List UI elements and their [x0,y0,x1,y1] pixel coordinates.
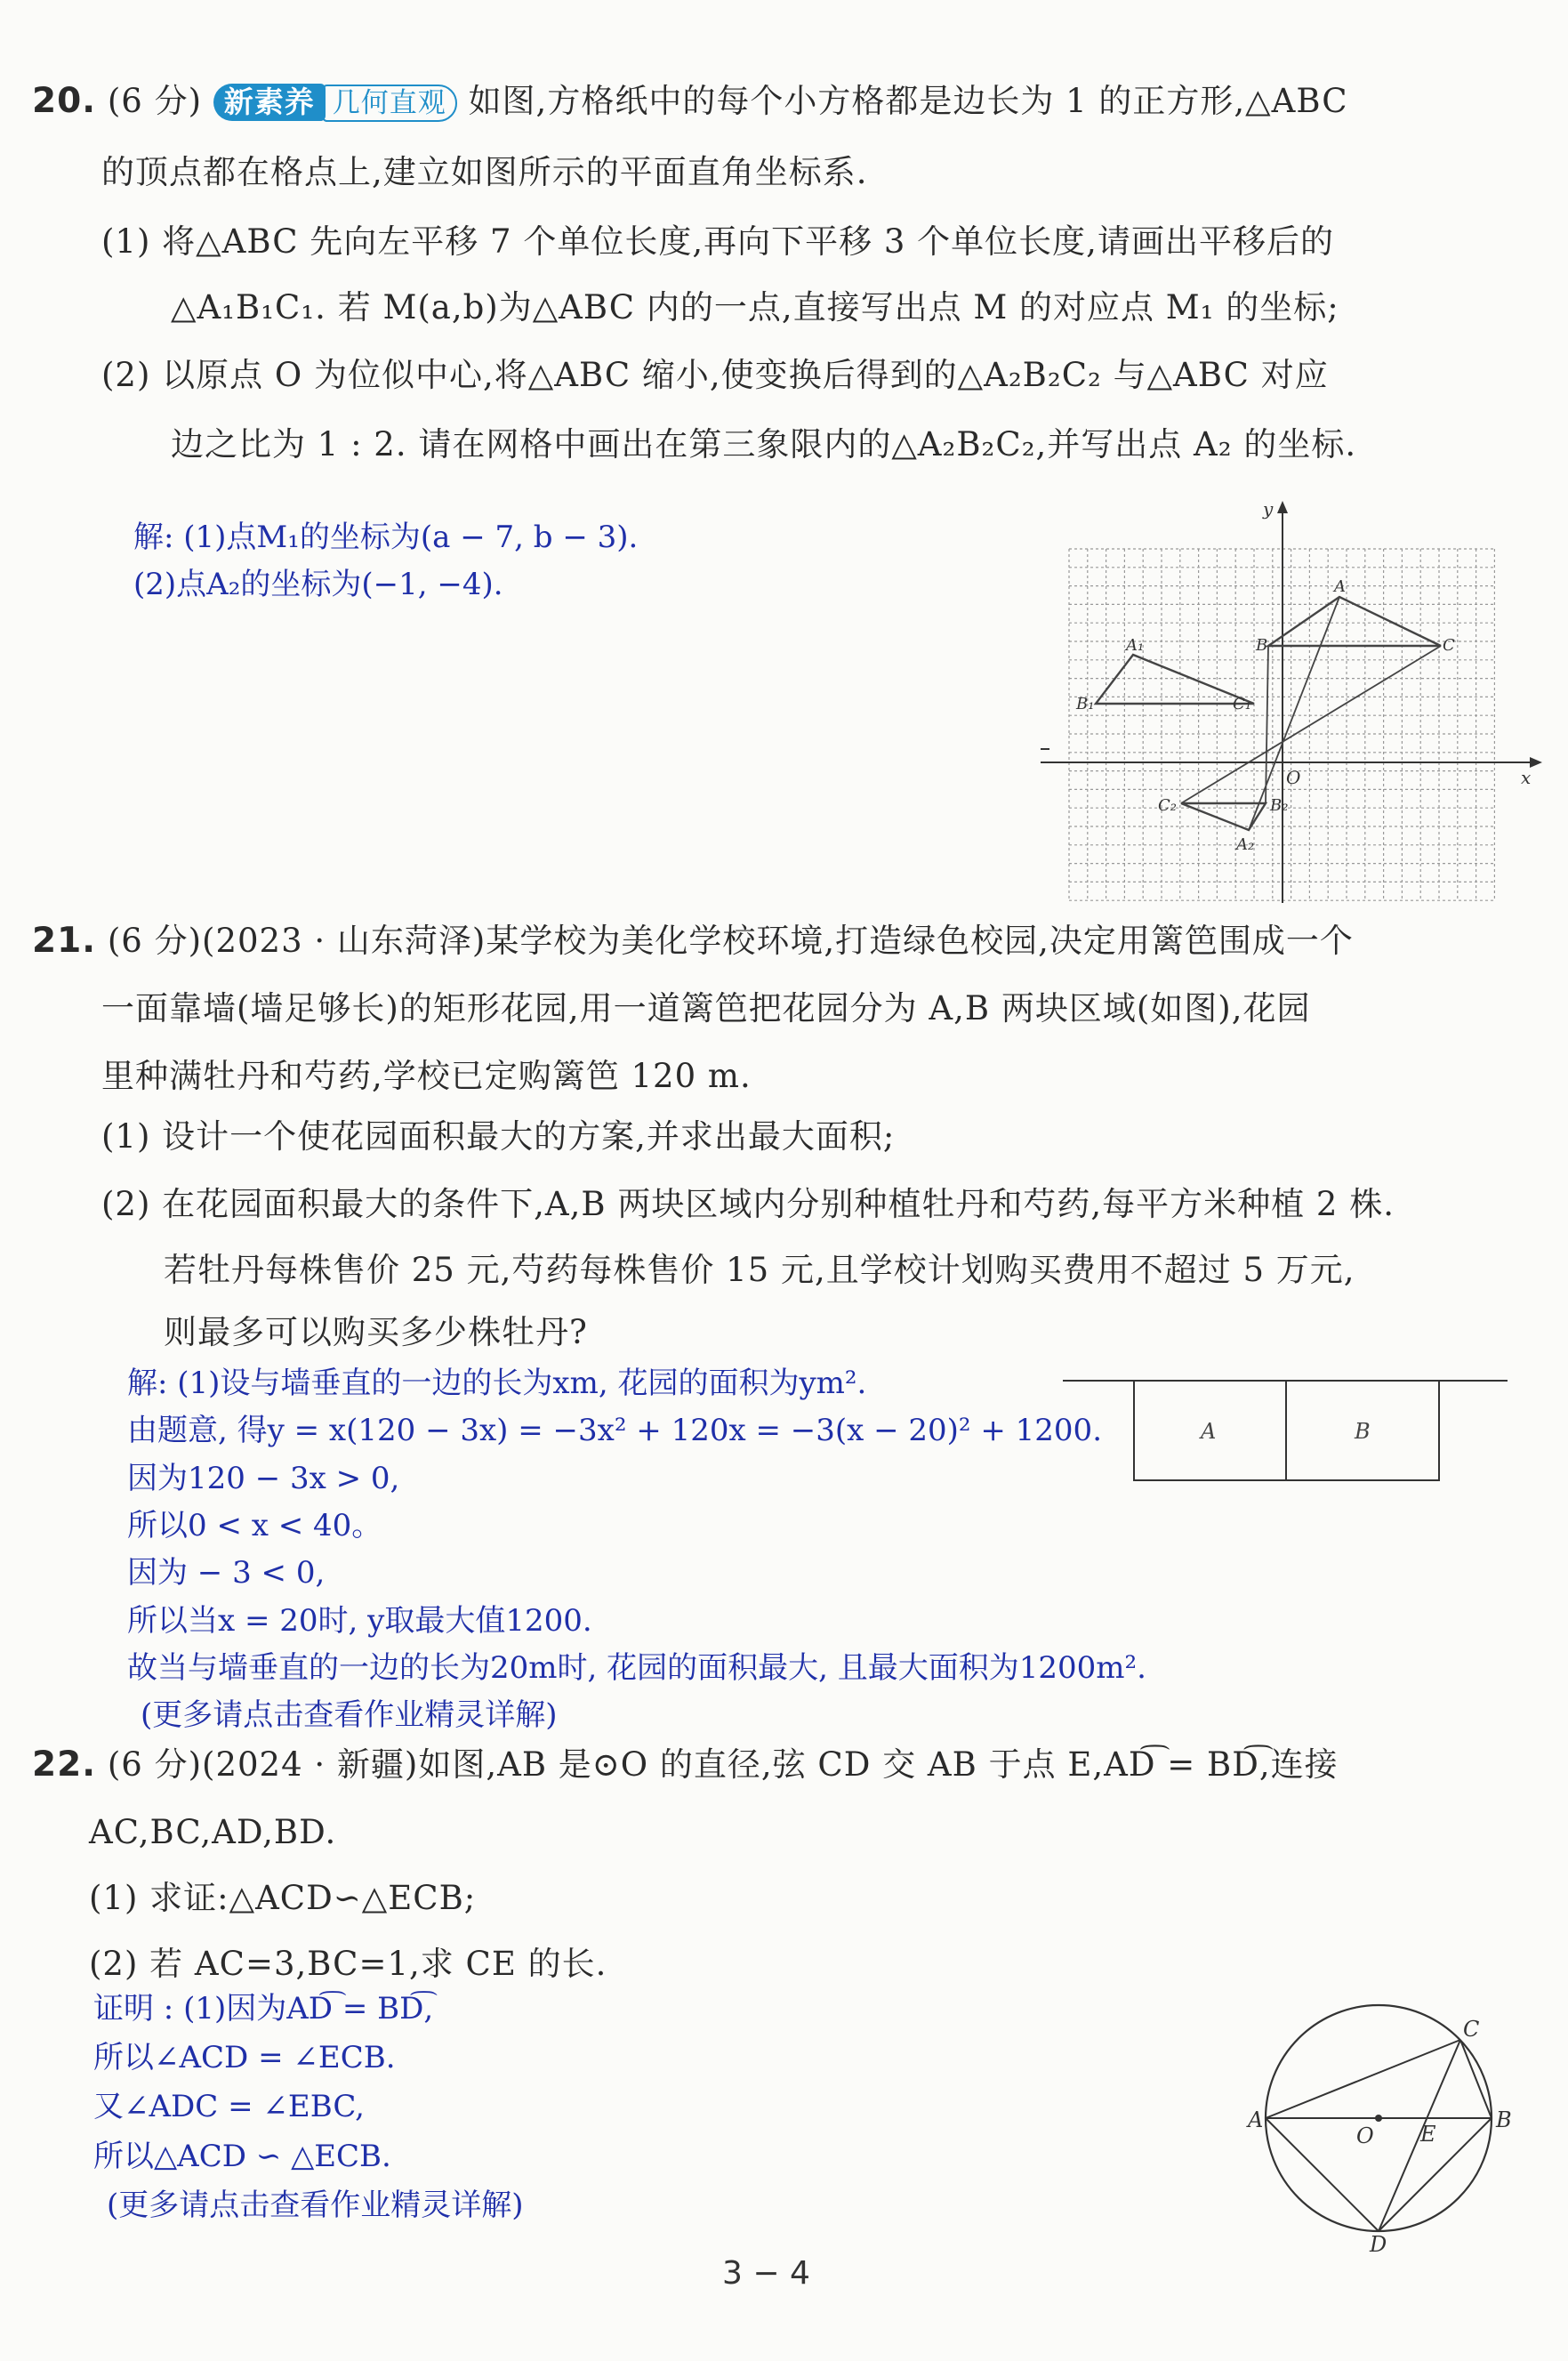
q20-label-b: B [1256,636,1268,655]
q22-label-b: B [1496,2107,1512,2132]
q21-answer-5: 所以当x = 20时, y取最大值1200. [127,1603,592,1639]
q21-region-a: A [1201,1419,1217,1444]
q20-badge-sub: 几何直观 [322,85,457,122]
q22-line2: AC,BC,AD,BD. [89,1813,337,1851]
q22-answer-1: 所以∠ACD = ∠ECB. [93,2040,396,2075]
q21-part2-line3: 则最多可以购买多少株牡丹? [164,1313,588,1351]
q21-answer-6: 故当与墙垂直的一边的长为20m时, 花园的面积最大, 且最大面积为1200m². [127,1650,1146,1686]
q22-line1: (6 分)(2024 · 新疆)如图,AB 是⊙O 的直径,弦 CD 交 AB 于点 E,AD͡ = BD͡,连接 [107,1745,1339,1784]
q20-part1-line2: △A₁B₁C₁. 若 M(a,b)为△ABC 内的一点,直接写出点 M 的对应点 M₁ 的坐标; [171,288,1339,326]
q22-answer-4: (更多请点击查看作业精灵详解) [107,2188,524,2223]
q21-answer-2: 因为120 − 3x > 0, [127,1461,400,1496]
q20-x-label: x [1521,767,1532,788]
q22-part2: (2) 若 AC=3,BC=1,求 CE 的长. [89,1945,607,1983]
q20-line2: 的顶点都在格点上,建立如图所示的平面直角坐标系. [101,153,868,191]
q21-part2-line1: (2) 在花园面积最大的条件下,A,B 两块区域内分别种植牡丹和芍药,每平方米种植 2 株. [101,1185,1395,1223]
q22-answer-0: 证明 : (1)因为AD͡ = BD͡, [93,1991,434,2027]
q20-label-c2: C₂ [1158,796,1177,815]
q22-number: 22. [32,1745,97,1785]
q22-label-a: A [1248,2107,1264,2132]
q20-label-a1: A₁ [1126,636,1145,655]
q22-chord-bc [1460,2040,1492,2118]
q20-badge-main: 新素养 [213,84,326,121]
q21-answer-4: 因为 − 3 < 0, [127,1555,326,1591]
q20-y-label: y [1263,498,1274,520]
q22-answer-2: 又∠ADC = ∠EBC, [93,2089,365,2124]
q20-answer-2: (2)点A₂的坐标为(−1, −4). [133,567,503,602]
q20-number: 20. [32,81,97,121]
q21-line2: 一面靠墙(墙足够长)的矩形花园,用一道篱笆把花园分为 A,B 两块区域(如图),花园 [101,989,1311,1027]
q21-answer-3: 所以0 < x < 40。 [127,1508,382,1543]
q20-label-b2: B₂ [1270,796,1289,815]
q20-label-c: C [1443,636,1455,655]
q20-part2-line1: (2) 以原点 O 为位似中心,将△ABC 缩小,使变换后得到的△A₂B₂C₂ 与△ABC 对应 [101,356,1329,394]
q20-label-b1: B₁ [1076,695,1095,713]
q22-center-dot [1375,2115,1382,2122]
q20-coordinate-figure [1023,494,1548,907]
q21-region-b: B [1355,1419,1371,1444]
q20-label-c1: C₁ [1233,695,1251,713]
q20-answer-1: 解: (1)点M₁的坐标为(a − 7, b − 3). [133,520,639,555]
q20-part1-line1: (1) 将△ABC 先向左平移 7 个单位长度,再向下平移 3 个单位长度,请画出平移后的 [101,222,1334,261]
q22-label-d: D [1370,2232,1387,2255]
q22-answer-3: 所以△ACD ∽ △ECB. [93,2139,391,2174]
q20-part2-line2: 边之比为 1 : 2. 请在网格中画出在第三象限内的△A₂B₂C₂,并写出点 A₂ 的坐标. [171,425,1357,463]
q22-circle-figure [1241,1997,1525,2255]
q21-header [32,920,1354,963]
page-number: 3 − 4 [722,2255,810,2292]
q22-header [32,1744,1339,1786]
q20-label-a2: A₂ [1236,835,1255,854]
q20-x-arrow [1530,757,1542,768]
q21-answer-7: (更多请点击查看作业精灵详解) [141,1697,558,1733]
q22-part1: (1) 求证:△ACD∽△ECB; [89,1879,477,1917]
q21-part1: (1) 设计一个使花园面积最大的方案,并求出最大面积; [101,1117,896,1156]
q21-line1: (6 分)(2023 · 山东菏泽)某学校为美化学校环境,打造绿色校园,决定用篱笆围成一个 [107,922,1354,960]
q21-answer-0: 解: (1)设与墙垂直的一边的长为xm, 花园的面积为ym². [127,1366,867,1401]
q20-triangle-a1b1c1 [1096,655,1254,704]
q20-score: (6 分) [107,82,203,120]
q20-label-a: A [1334,577,1346,596]
q20-origin-label: O [1286,767,1301,788]
q22-label-o: O [1356,2123,1374,2148]
q22-label-e: E [1420,2122,1436,2147]
q20-line1: 如图,方格纸中的每个小方格都是边长为 1 的正方形,△ABC [468,82,1348,120]
q20-header [32,80,1348,123]
q21-answer-1: 由题意, 得y = x(120 − 3x) = −3x² + 120x = −3(x − 20)² + 1200. [127,1413,1103,1448]
q21-number: 21. [32,921,97,961]
q21-part2-line2: 若牡丹每株售价 25 元,芍药每株售价 15 元,且学校计划购买费用不超过 5 万元, [164,1251,1355,1289]
q21-garden-figure [1063,1370,1508,1490]
q22-label-c: C [1463,2017,1480,2042]
q21-line3: 里种满牡丹和芍药,学校已定购篱笆 120 m. [101,1057,752,1095]
q20-y-arrow [1277,501,1288,513]
q20-line-oa [1249,597,1339,830]
